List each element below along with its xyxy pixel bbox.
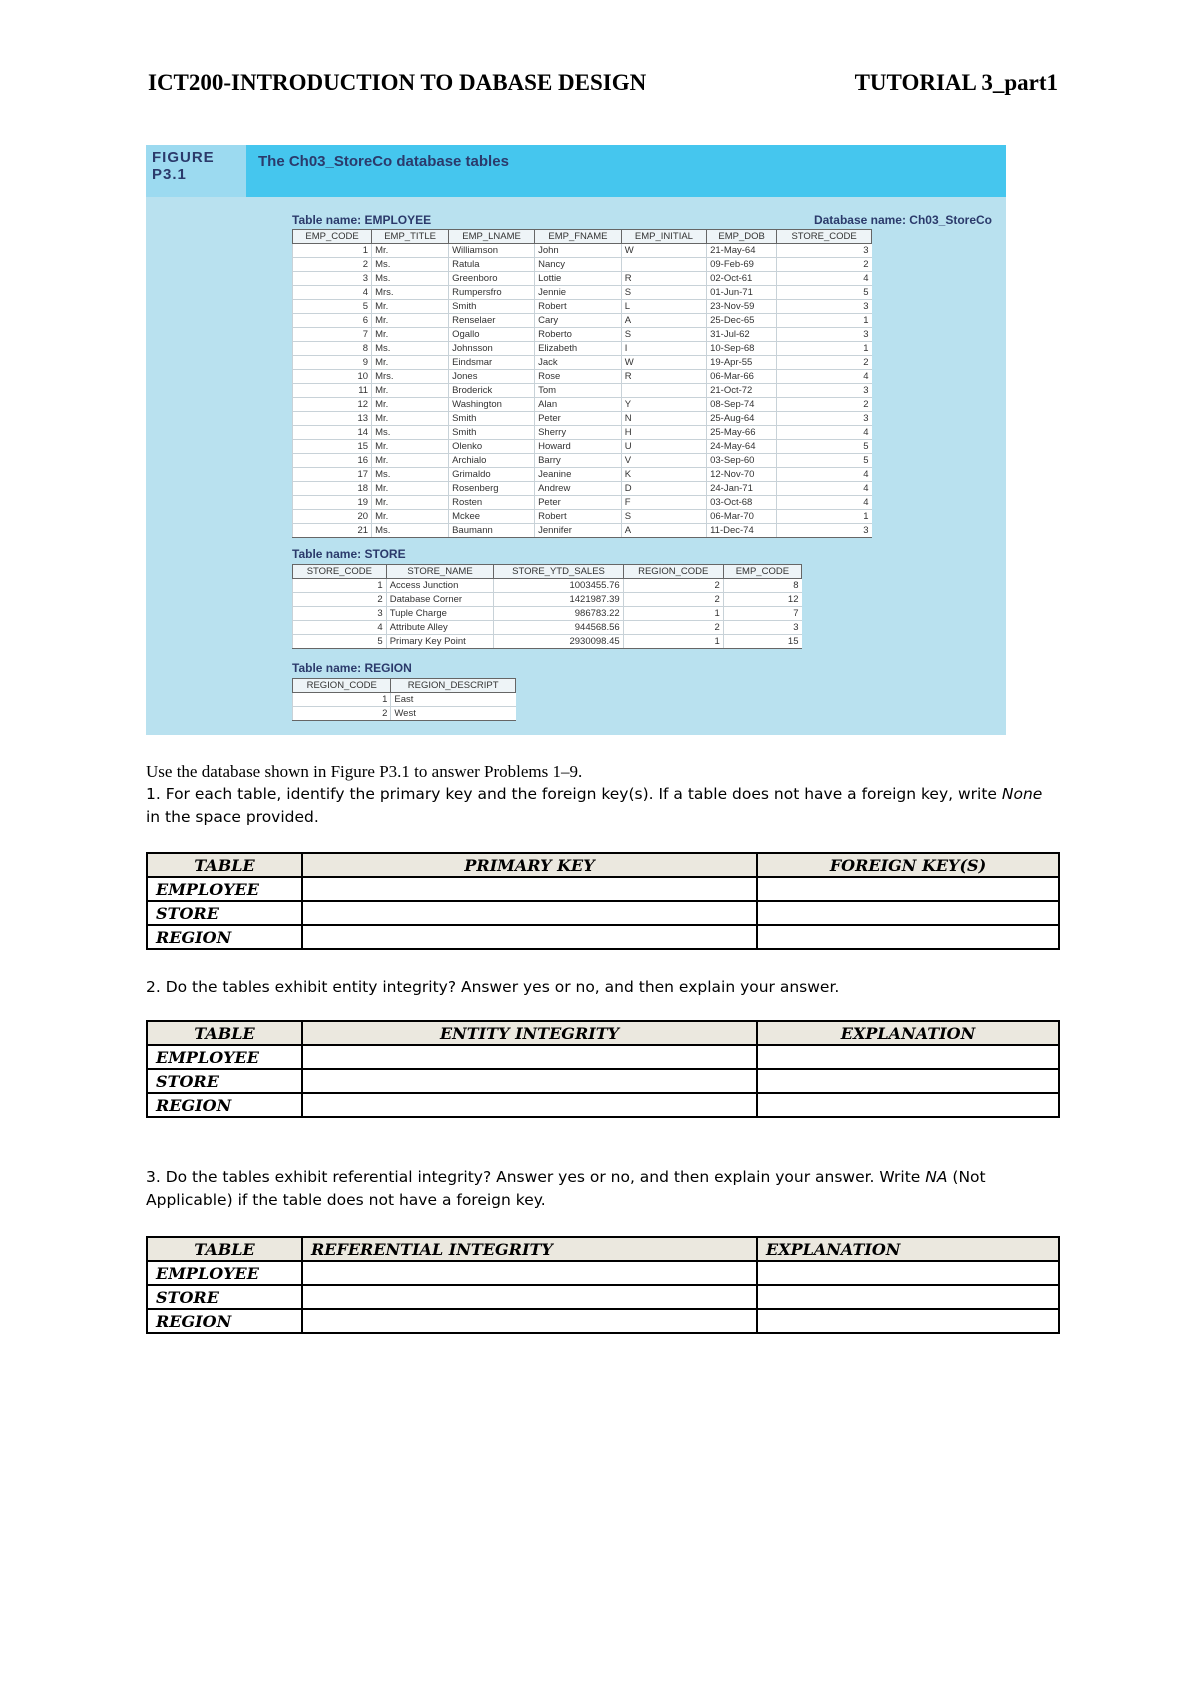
employee-cell: Ms. [372, 342, 449, 356]
table-row [293, 707, 516, 721]
employee-cell: S [621, 286, 706, 300]
employee-cell: 10 [293, 370, 372, 384]
employee-column-header: EMP_LNAME [449, 230, 535, 244]
employee-cell: Eindsmar [449, 356, 535, 370]
store-cell: 986783.22 [494, 607, 623, 621]
employee-cell: Mr. [372, 496, 449, 510]
employee-cell: 7 [293, 328, 372, 342]
employee-cell: Greenboro [449, 272, 535, 286]
employee-cell: 5 [777, 454, 872, 468]
employee-cell: 31-Jul-62 [707, 328, 777, 342]
employee-cell: Johnsson [449, 342, 535, 356]
table-row [147, 1285, 1059, 1309]
employee-cell: Ms. [372, 524, 449, 538]
answer-cell[interactable] [302, 1069, 757, 1093]
table-row [147, 1093, 1059, 1117]
store-cell: 3 [723, 621, 801, 635]
employee-cell: 03-Sep-60 [707, 454, 777, 468]
question-1-text [146, 783, 1046, 829]
employee-cell: Sherry [535, 426, 622, 440]
employee-cell: H [621, 426, 706, 440]
employee-cell: Mr. [372, 328, 449, 342]
figure-label [146, 145, 246, 197]
q1-text-a: 1. For each table, identify the primary key and the foreign key(s). If a table does not have a foreign key, write [146, 785, 1002, 803]
table-row [147, 1069, 1059, 1093]
store-cell: 2930098.45 [494, 635, 623, 649]
employee-cell: Williamson [449, 244, 535, 258]
employee-cell: 3 [777, 384, 872, 398]
employee-cell: Broderick [449, 384, 535, 398]
employee-cell: 24-Jan-71 [707, 482, 777, 496]
table-row [293, 579, 802, 593]
store-cell: 1003455.76 [494, 579, 623, 593]
store-cell: 2 [623, 593, 723, 607]
employee-cell: 6 [293, 314, 372, 328]
table-row [293, 342, 872, 356]
region-table-name: Table name: REGION [292, 661, 412, 675]
answer-cell[interactable] [757, 877, 1059, 901]
table-row [147, 901, 1059, 925]
employee-cell: F [621, 496, 706, 510]
employee-cell: 14 [293, 426, 372, 440]
answer-cell[interactable] [302, 877, 757, 901]
row-label: STORE [147, 1285, 302, 1309]
employee-cell: Elizabeth [535, 342, 622, 356]
employee-cell: Ratula [449, 258, 535, 272]
table-row [293, 412, 872, 426]
employee-cell: 13 [293, 412, 372, 426]
employee-cell: 15 [293, 440, 372, 454]
region-column-header: REGION_CODE [293, 679, 391, 693]
employee-cell: 3 [777, 328, 872, 342]
employee-cell: 8 [293, 342, 372, 356]
table-row [293, 356, 872, 370]
q2-header-explanation: EXPLANATION [757, 1021, 1059, 1045]
employee-cell: 03-Oct-68 [707, 496, 777, 510]
employee-cell: 2 [777, 356, 872, 370]
figure-title: The Ch03_StoreCo database tables [258, 153, 509, 170]
table-row [293, 621, 802, 635]
employee-cell: Jennifer [535, 524, 622, 538]
employee-cell: 2 [777, 398, 872, 412]
question-2-text: 2. Do the tables exhibit entity integrity? Answer yes or no, and then explain your answer. [146, 978, 840, 996]
employee-cell: A [621, 524, 706, 538]
store-cell: Database Corner [386, 593, 494, 607]
store-cell: Primary Key Point [386, 635, 494, 649]
employee-column-header: STORE_CODE [777, 230, 872, 244]
store-cell: 7 [723, 607, 801, 621]
employee-cell: Washington [449, 398, 535, 412]
answer-cell[interactable] [757, 1093, 1059, 1117]
table-row [293, 384, 872, 398]
row-label: REGION [147, 1093, 302, 1117]
employee-cell: Barry [535, 454, 622, 468]
q3-text-em: NA [925, 1168, 948, 1186]
answer-cell[interactable] [757, 1045, 1059, 1069]
course-title: ICT200-INTRODUCTION TO DABASE DESIGN [148, 70, 647, 95]
employee-cell: 17 [293, 468, 372, 482]
store-column-header: STORE_YTD_SALES [494, 565, 623, 579]
employee-cell: Mr. [372, 440, 449, 454]
database-name: Database name: Ch03_StoreCo [813, 213, 992, 227]
tutorial-label: TUTORIAL 3_part1 [854, 70, 1058, 95]
answer-cell[interactable] [302, 1285, 757, 1309]
employee-cell: 11-Dec-74 [707, 524, 777, 538]
employee-cell: D [621, 482, 706, 496]
store-cell: Attribute Alley [386, 621, 494, 635]
figure-p3-1 [146, 145, 1006, 735]
store-cell: 15 [723, 635, 801, 649]
answer-cell[interactable] [757, 1309, 1059, 1333]
employee-cell: 1 [777, 510, 872, 524]
employee-cell: Jennie [535, 286, 622, 300]
employee-cell: Robert [535, 510, 622, 524]
employee-cell: Jeanine [535, 468, 622, 482]
employee-column-header: EMP_TITLE [372, 230, 449, 244]
employee-cell: 2 [777, 258, 872, 272]
table-row [293, 426, 872, 440]
employee-cell: 12-Nov-70 [707, 468, 777, 482]
table-row [293, 286, 872, 300]
employee-cell: Rose [535, 370, 622, 384]
employee-cell: Smith [449, 412, 535, 426]
store-column-header: STORE_CODE [293, 565, 387, 579]
answer-cell[interactable] [757, 1261, 1059, 1285]
employee-cell: 10-Sep-68 [707, 342, 777, 356]
store-cell: Access Junction [386, 579, 494, 593]
q1-header-table: TABLE [147, 853, 302, 877]
employee-cell: 4 [777, 370, 872, 384]
figure-label-line2: P3.1 [152, 166, 187, 183]
employee-cell: 4 [777, 426, 872, 440]
employee-cell: 4 [293, 286, 372, 300]
employee-cell: 19 [293, 496, 372, 510]
answer-cell[interactable] [757, 1285, 1059, 1309]
store-cell: 12 [723, 593, 801, 607]
answer-cell[interactable] [302, 901, 757, 925]
employee-cell: 5 [293, 300, 372, 314]
employee-cell: Ms. [372, 258, 449, 272]
row-label: STORE [147, 1069, 302, 1093]
employee-cell: Mr. [372, 244, 449, 258]
employee-cell: 01-Jun-71 [707, 286, 777, 300]
row-label: REGION [147, 1309, 302, 1333]
employee-cell: S [621, 328, 706, 342]
employee-cell: Y [621, 398, 706, 412]
store-cell: 4 [293, 621, 387, 635]
employee-cell: 06-Mar-66 [707, 370, 777, 384]
row-label: REGION [147, 925, 302, 949]
employee-cell: 23-Nov-59 [707, 300, 777, 314]
store-cell: 5 [293, 635, 387, 649]
employee-column-header: EMP_INITIAL [621, 230, 706, 244]
employee-cell: Mr. [372, 398, 449, 412]
table-row [147, 1309, 1059, 1333]
intro-text: Use the database shown in Figure P3.1 to answer Problems 1–9. [146, 762, 583, 781]
q3-header-explanation: EXPLANATION [757, 1237, 1059, 1261]
employee-column-header: EMP_CODE [293, 230, 372, 244]
employee-cell: 1 [777, 314, 872, 328]
employee-cell: Rosenberg [449, 482, 535, 496]
employee-cell: 4 [777, 468, 872, 482]
employee-cell: N [621, 412, 706, 426]
table-row [293, 440, 872, 454]
employee-cell: John [535, 244, 622, 258]
employee-cell: Tom [535, 384, 622, 398]
q3-header-table: TABLE [147, 1237, 302, 1261]
employee-cell: Olenko [449, 440, 535, 454]
table-row [293, 510, 872, 524]
employee-cell: R [621, 272, 706, 286]
employee-cell: Mr. [372, 412, 449, 426]
employee-cell: 08-Sep-74 [707, 398, 777, 412]
employee-cell: 19-Apr-55 [707, 356, 777, 370]
employee-cell: U [621, 440, 706, 454]
employee-cell: Rosten [449, 496, 535, 510]
employee-cell: 3 [777, 244, 872, 258]
employee-cell: Renselaer [449, 314, 535, 328]
region-cell: East [391, 693, 516, 707]
employee-cell [621, 258, 706, 272]
employee-cell: 25-Aug-64 [707, 412, 777, 426]
employee-cell: S [621, 510, 706, 524]
store-column-header: EMP_CODE [723, 565, 801, 579]
employee-cell: K [621, 468, 706, 482]
table-row [147, 877, 1059, 901]
employee-cell: Baumann [449, 524, 535, 538]
employee-cell: Mr. [372, 482, 449, 496]
employee-cell: Jones [449, 370, 535, 384]
employee-cell: 21-May-64 [707, 244, 777, 258]
employee-cell: 25-May-66 [707, 426, 777, 440]
table-row [293, 607, 802, 621]
employee-cell: 9 [293, 356, 372, 370]
answer-cell[interactable] [757, 1069, 1059, 1093]
row-label: STORE [147, 901, 302, 925]
employee-cell: Jack [535, 356, 622, 370]
q2-answer-table [146, 1020, 1060, 1118]
employee-cell: Mr. [372, 454, 449, 468]
store-table [292, 564, 802, 649]
employee-cell: Nancy [535, 258, 622, 272]
employee-cell: 5 [777, 440, 872, 454]
employee-cell: 1 [777, 342, 872, 356]
employee-cell: Grimaldo [449, 468, 535, 482]
employee-cell: 4 [777, 482, 872, 496]
employee-cell: 5 [777, 286, 872, 300]
table-row [293, 482, 872, 496]
store-cell: 3 [293, 607, 387, 621]
store-cell: 1 [623, 635, 723, 649]
employee-cell: L [621, 300, 706, 314]
q1-header-foreign-keys: FOREIGN KEY(S) [757, 853, 1059, 877]
employee-cell: 06-Mar-70 [707, 510, 777, 524]
employee-cell: 3 [777, 524, 872, 538]
employee-cell: 16 [293, 454, 372, 468]
table-row [293, 244, 872, 258]
employee-cell: Mr. [372, 314, 449, 328]
employee-cell: 21-Oct-72 [707, 384, 777, 398]
q3-text-b: (Not Applicable) if the table does not have a foreign key. [146, 1168, 986, 1209]
table-row [147, 1045, 1059, 1069]
table-row [293, 524, 872, 538]
store-cell: 1421987.39 [494, 593, 623, 607]
employee-column-header: EMP_DOB [707, 230, 777, 244]
answer-cell[interactable] [302, 1093, 757, 1117]
employee-cell: 18 [293, 482, 372, 496]
employee-cell: Peter [535, 412, 622, 426]
table-row [293, 272, 872, 286]
store-cell: 2 [293, 593, 387, 607]
employee-cell: 4 [777, 496, 872, 510]
table-row [293, 370, 872, 384]
q3-answer-table [146, 1236, 1060, 1334]
answer-cell[interactable] [302, 1261, 757, 1285]
answer-cell[interactable] [302, 925, 757, 949]
employee-cell: 3 [777, 412, 872, 426]
employee-cell: Smith [449, 300, 535, 314]
employee-cell: Mr. [372, 300, 449, 314]
q1-text-b: in the space provided. [146, 808, 319, 826]
q1-answer-table [146, 852, 1060, 950]
q1-header-primary-key: PRIMARY KEY [302, 853, 757, 877]
employee-cell: Cary [535, 314, 622, 328]
employee-cell: Robert [535, 300, 622, 314]
employee-cell: Ms. [372, 272, 449, 286]
employee-cell: Mr. [372, 384, 449, 398]
employee-cell: Mr. [372, 356, 449, 370]
employee-cell: 24-May-64 [707, 440, 777, 454]
row-label: EMPLOYEE [147, 877, 302, 901]
figure-label-line1: FIGURE [152, 149, 215, 166]
store-cell: 2 [623, 621, 723, 635]
region-cell: West [391, 707, 516, 721]
store-cell: Tuple Charge [386, 607, 494, 621]
employee-cell: Mr. [372, 510, 449, 524]
employee-cell: Ogallo [449, 328, 535, 342]
answer-cell[interactable] [302, 1309, 757, 1333]
employee-table [292, 229, 872, 538]
employee-cell: Andrew [535, 482, 622, 496]
q2-header-table: TABLE [147, 1021, 302, 1045]
table-row [293, 398, 872, 412]
employee-cell: 02-Oct-61 [707, 272, 777, 286]
store-cell: 1 [293, 579, 387, 593]
table-row [293, 635, 802, 649]
employee-cell: Roberto [535, 328, 622, 342]
q3-text-a: 3. Do the tables exhibit referential integrity? Answer yes or no, and then explain your answer. Write [146, 1168, 926, 1186]
employee-cell: W [621, 356, 706, 370]
store-cell: 1 [623, 607, 723, 621]
employee-cell: 09-Feb-69 [707, 258, 777, 272]
region-cell: 1 [293, 693, 391, 707]
employee-cell: 1 [293, 244, 372, 258]
q3-header-referential-integrity: REFERENTIAL INTEGRITY [302, 1237, 757, 1261]
employee-cell: 11 [293, 384, 372, 398]
answer-cell[interactable] [302, 1045, 757, 1069]
employee-cell: A [621, 314, 706, 328]
table-row [147, 1261, 1059, 1285]
employee-cell: 2 [293, 258, 372, 272]
employee-cell: Howard [535, 440, 622, 454]
table-row [293, 693, 516, 707]
employee-column-header: EMP_FNAME [535, 230, 622, 244]
employee-cell [621, 384, 706, 398]
row-label: EMPLOYEE [147, 1261, 302, 1285]
question-3-text [146, 1166, 1046, 1212]
employee-cell: Ms. [372, 426, 449, 440]
table-row [293, 454, 872, 468]
employee-cell: Rumpersfro [449, 286, 535, 300]
employee-cell: 12 [293, 398, 372, 412]
employee-cell: 21 [293, 524, 372, 538]
store-column-header: STORE_NAME [386, 565, 494, 579]
employee-cell: 20 [293, 510, 372, 524]
answer-cell[interactable] [757, 925, 1059, 949]
table-row [293, 496, 872, 510]
employee-cell: 3 [777, 300, 872, 314]
employee-cell: Peter [535, 496, 622, 510]
employee-cell: R [621, 370, 706, 384]
table-row [293, 300, 872, 314]
q1-text-em: None [1001, 785, 1043, 803]
store-column-header: REGION_CODE [623, 565, 723, 579]
q2-header-entity-integrity: ENTITY INTEGRITY [302, 1021, 757, 1045]
table-row [293, 593, 802, 607]
region-cell: 2 [293, 707, 391, 721]
region-table [292, 678, 516, 721]
store-cell: 8 [723, 579, 801, 593]
table-row [293, 314, 872, 328]
employee-cell: Archialo [449, 454, 535, 468]
employee-cell: Alan [535, 398, 622, 412]
employee-cell: 4 [777, 272, 872, 286]
employee-cell: Ms. [372, 468, 449, 482]
store-cell: 944568.56 [494, 621, 623, 635]
employee-cell: W [621, 244, 706, 258]
region-column-header: REGION_DESCRIPT [391, 679, 516, 693]
employee-cell: V [621, 454, 706, 468]
employee-cell: 3 [293, 272, 372, 286]
table-row [293, 328, 872, 342]
store-table-name: Table name: STORE [292, 547, 406, 561]
table-row [293, 468, 872, 482]
employee-cell: Smith [449, 426, 535, 440]
employee-cell: Lottie [535, 272, 622, 286]
employee-cell: 25-Dec-65 [707, 314, 777, 328]
employee-cell: Mrs. [372, 370, 449, 384]
employee-cell: Mrs. [372, 286, 449, 300]
table-row [147, 925, 1059, 949]
store-cell: 2 [623, 579, 723, 593]
table-row [293, 258, 872, 272]
employee-table-name: Table name: EMPLOYEE [292, 213, 432, 227]
employee-cell: Mckee [449, 510, 535, 524]
employee-cell: I [621, 342, 706, 356]
answer-cell[interactable] [757, 901, 1059, 925]
row-label: EMPLOYEE [147, 1045, 302, 1069]
